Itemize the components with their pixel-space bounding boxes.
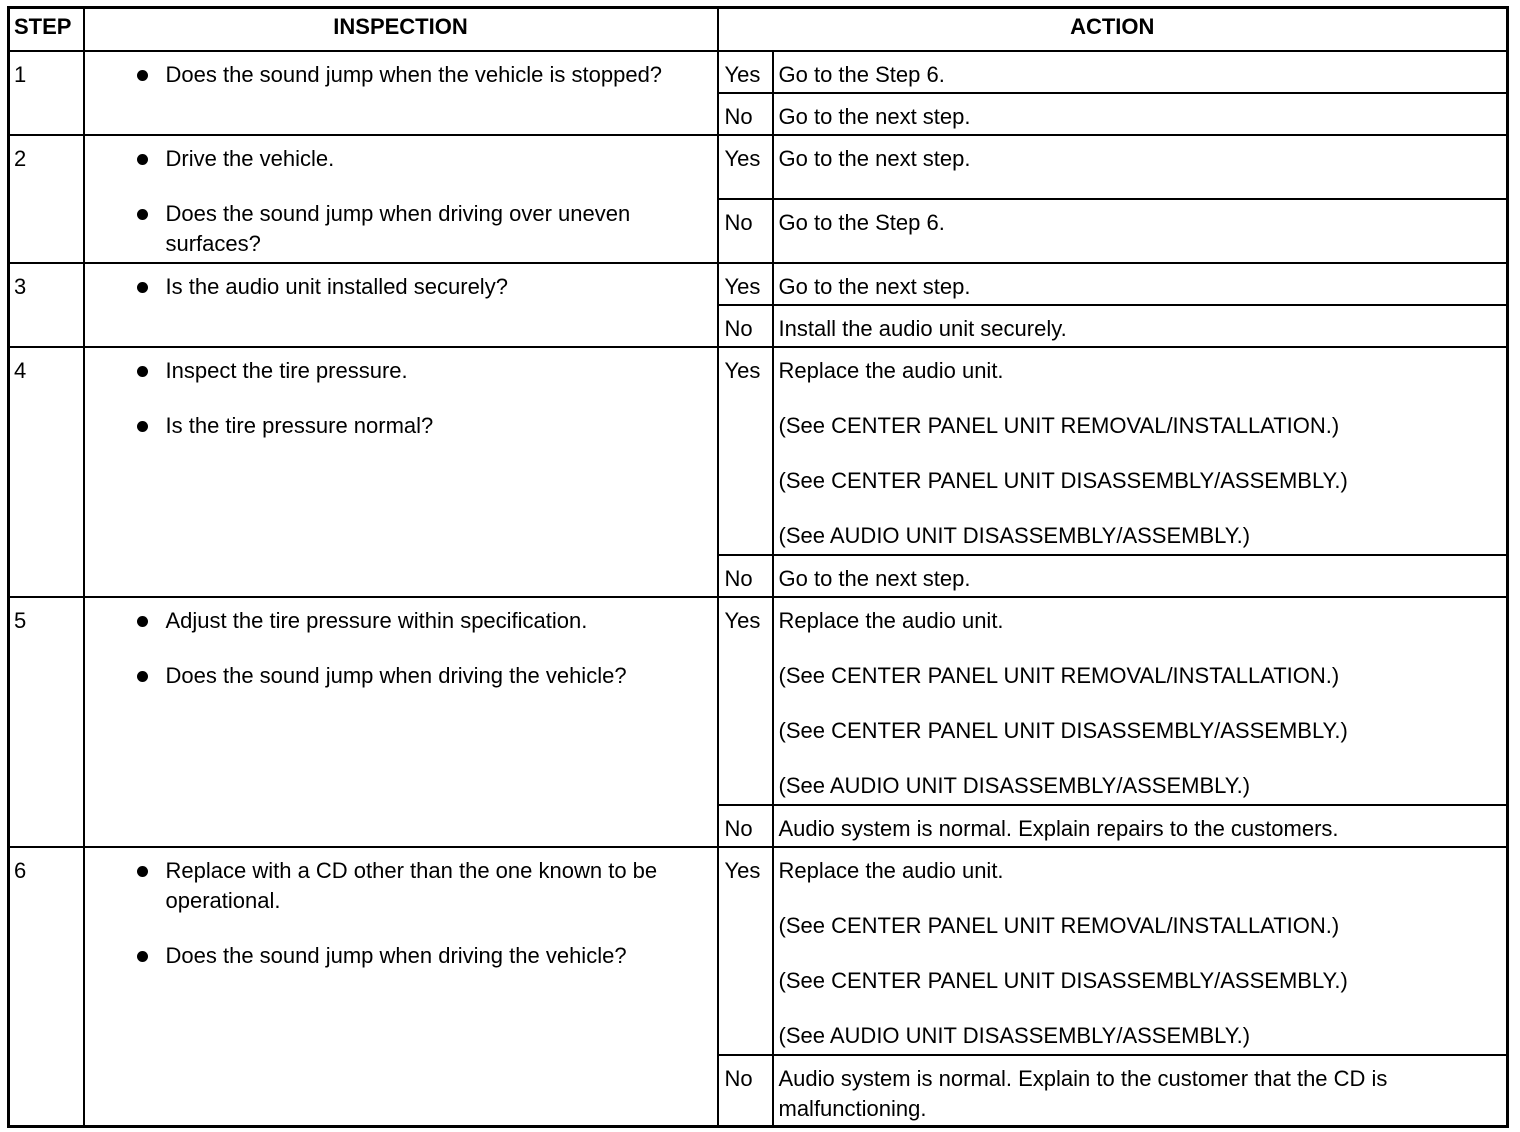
inspection-cell	[84, 847, 718, 1127]
action-text: (See CENTER PANEL UNIT REMOVAL/INSTALLATION.)	[778, 412, 1340, 438]
inspection-text: Does the sound jump when driving the vehicle?	[165, 662, 627, 688]
inspection-text: Adjust the tire pressure within specification.	[165, 607, 588, 633]
action-text: Replace the audio unit.	[778, 607, 1004, 633]
action-text: (See CENTER PANEL UNIT REMOVAL/INSTALLATION.)	[778, 912, 1340, 938]
inspection-item	[137, 199, 697, 259]
table-row	[9, 51, 1508, 93]
yes-action-cell	[773, 135, 1508, 199]
table-row	[9, 263, 1508, 305]
inspection-text: Does the sound jump when driving the vehicle?	[165, 942, 627, 968]
step-number: 5	[9, 597, 84, 847]
step-number: 6	[9, 847, 84, 1127]
yes-label: Yes	[718, 847, 773, 1055]
inspection-text: Does the sound jump when the vehicle is stopped?	[165, 61, 663, 87]
action-text: (See AUDIO UNIT DISASSEMBLY/ASSEMBLY.)	[778, 1022, 1251, 1048]
no-label: No	[718, 93, 773, 135]
bullet-icon	[137, 366, 148, 377]
inspection-text: Drive the vehicle.	[165, 145, 335, 171]
inspection-cell	[84, 135, 718, 263]
inspection-item	[137, 411, 697, 441]
action-text: (See CENTER PANEL UNIT DISASSEMBLY/ASSEMBLY.)	[778, 967, 1348, 993]
yes-label: Yes	[718, 263, 773, 305]
yes-label: Yes	[718, 597, 773, 805]
inspection-cell	[84, 51, 718, 135]
action-text: Replace the audio unit.	[778, 857, 1004, 883]
header-step: STEP	[9, 8, 84, 51]
table-row	[9, 597, 1508, 805]
yes-label: Yes	[718, 51, 773, 93]
action-text: (See CENTER PANEL UNIT DISASSEMBLY/ASSEMBLY.)	[778, 717, 1348, 743]
inspection-item	[137, 606, 697, 636]
yes-action-cell	[773, 597, 1508, 805]
no-action-cell: Go to the next step.	[773, 555, 1508, 597]
no-action-cell: Audio system is normal. Explain to the customer that the CD is malfunctioning.	[773, 1055, 1508, 1127]
no-label: No	[718, 805, 773, 847]
no-action-cell: Audio system is normal. Explain repairs to the customers.	[773, 805, 1508, 847]
yes-action-cell	[773, 263, 1508, 305]
troubleshooting-table	[7, 6, 1509, 1128]
inspection-text: Replace with a CD other than the one known to be operational.	[165, 857, 658, 913]
inspection-text: Inspect the tire pressure.	[165, 357, 408, 383]
table-body	[9, 51, 1508, 1127]
table-row	[9, 847, 1508, 1055]
bullet-icon	[137, 154, 148, 165]
step-number: 4	[9, 347, 84, 597]
bullet-icon	[137, 616, 148, 627]
action-text: Replace the audio unit.	[778, 357, 1004, 383]
no-action-cell: Go to the Step 6.	[773, 199, 1508, 263]
inspection-item	[137, 272, 697, 302]
inspection-text: Does the sound jump when driving over uneven surfaces?	[165, 200, 631, 256]
bullet-icon	[137, 70, 148, 81]
inspection-item	[137, 144, 697, 174]
action-text: (See CENTER PANEL UNIT DISASSEMBLY/ASSEMBLY.)	[778, 467, 1348, 493]
action-text: Go to the next step.	[778, 273, 971, 299]
table-row	[9, 135, 1508, 199]
bullet-icon	[137, 209, 148, 220]
no-label: No	[718, 305, 773, 347]
action-text: (See AUDIO UNIT DISASSEMBLY/ASSEMBLY.)	[778, 522, 1251, 548]
inspection-item	[137, 661, 697, 691]
header-inspection: INSPECTION	[84, 8, 718, 51]
yes-label: Yes	[718, 135, 773, 199]
inspection-text: Is the audio unit installed securely?	[165, 273, 508, 299]
inspection-item	[137, 356, 697, 386]
no-label: No	[718, 199, 773, 263]
inspection-cell	[84, 263, 718, 347]
no-action-cell: Install the audio unit securely.	[773, 305, 1508, 347]
yes-action-cell	[773, 51, 1508, 93]
header-action: ACTION	[718, 8, 1508, 51]
yes-action-cell	[773, 347, 1508, 555]
inspection-item	[137, 60, 697, 90]
no-action-cell: Go to the next step.	[773, 93, 1508, 135]
inspection-cell	[84, 597, 718, 847]
inspection-text: Is the tire pressure normal?	[165, 412, 434, 438]
yes-label: Yes	[718, 347, 773, 555]
bullet-icon	[137, 282, 148, 293]
no-label: No	[718, 1055, 773, 1127]
step-number: 3	[9, 263, 84, 347]
bullet-icon	[137, 671, 148, 682]
inspection-cell	[84, 347, 718, 597]
action-text: Go to the Step 6.	[778, 61, 945, 87]
action-text: (See CENTER PANEL UNIT REMOVAL/INSTALLATION.)	[778, 662, 1340, 688]
action-text: (See AUDIO UNIT DISASSEMBLY/ASSEMBLY.)	[778, 772, 1251, 798]
step-number: 2	[9, 135, 84, 263]
bullet-icon	[137, 421, 148, 432]
bullet-icon	[137, 951, 148, 962]
bullet-icon	[137, 866, 148, 877]
no-label: No	[718, 555, 773, 597]
yes-action-cell	[773, 847, 1508, 1055]
inspection-item	[137, 941, 697, 971]
table-row	[9, 347, 1508, 555]
header-row	[9, 8, 1508, 51]
inspection-item	[137, 856, 697, 916]
action-text: Go to the next step.	[778, 145, 971, 171]
step-number: 1	[9, 51, 84, 135]
